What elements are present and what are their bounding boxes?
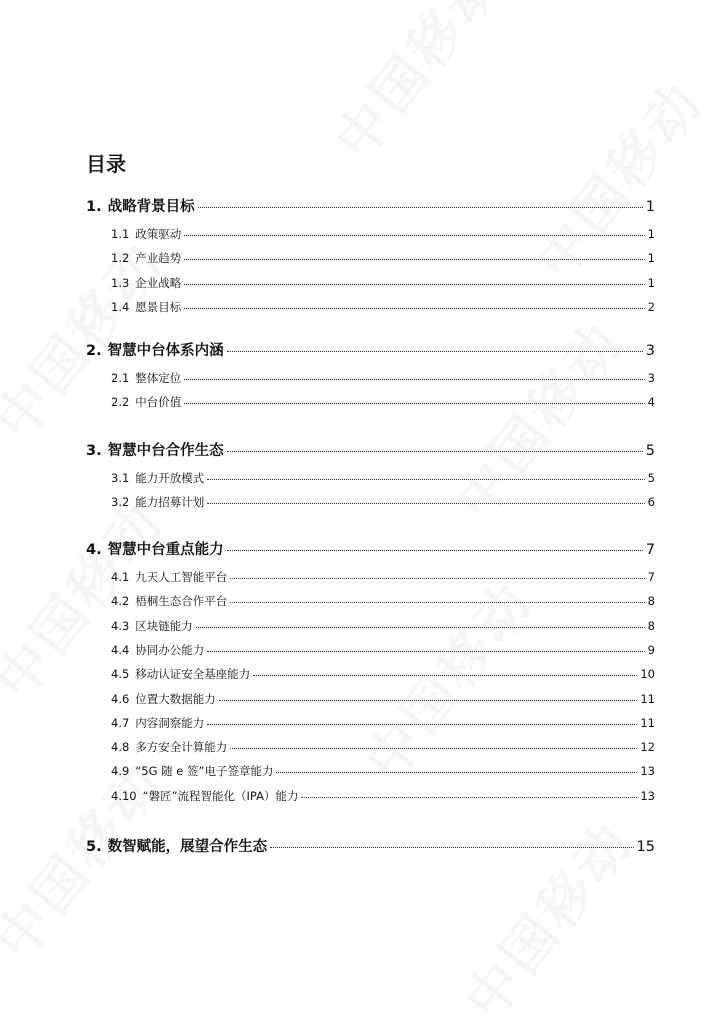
toc-subsection-title: 内容洞察能力 bbox=[135, 715, 205, 730]
toc-subsection-number: 4.7 bbox=[111, 715, 130, 730]
toc-leader-dots bbox=[227, 351, 643, 352]
toc-leader-dots bbox=[207, 503, 644, 504]
toc-page-number: 13 bbox=[640, 788, 655, 803]
toc-page-number: 6 bbox=[647, 495, 655, 510]
toc-subsection-title: 产业趋势 bbox=[135, 251, 182, 266]
toc-leader-dots bbox=[184, 284, 644, 285]
toc-page-number: 10 bbox=[640, 667, 655, 682]
toc-subsection-title: “5G 随 e 签”电子签章能力 bbox=[135, 764, 274, 779]
toc-page-number: 5 bbox=[647, 471, 655, 485]
toc-section-title: 智慧中台合作生态 bbox=[107, 443, 224, 459]
toc-page-number: 15 bbox=[636, 839, 655, 855]
toc-section-number: 3. bbox=[86, 443, 102, 459]
toc-subsection-2-1[interactable] bbox=[111, 373, 655, 385]
toc-subsection-number: 4.10 bbox=[111, 788, 137, 803]
toc-leader-dots bbox=[207, 724, 637, 725]
toc-leader-dots bbox=[227, 451, 643, 452]
toc-subsection-number: 4.2 bbox=[111, 594, 130, 609]
toc-subsection-title: 能力开放模式 bbox=[135, 471, 205, 485]
toc-subsection-title: 移动认证安全基座能力 bbox=[135, 667, 251, 682]
toc-leader-dots bbox=[184, 379, 644, 380]
toc-page-number: 11 bbox=[640, 691, 655, 706]
toc-section-title: 智慧中台重点能力 bbox=[107, 542, 224, 558]
toc-subsection-title: “磐匠”流程智能化（IPA）能力 bbox=[142, 788, 299, 803]
toc-subsection-number: 4.1 bbox=[111, 570, 130, 584]
toc-subsection-title: 愿景目标 bbox=[135, 299, 182, 314]
toc-section-title: 数智赋能，展望合作生态 bbox=[107, 839, 268, 855]
toc-subsection-2-2[interactable] bbox=[111, 397, 655, 409]
toc-subsection-number: 1.2 bbox=[111, 251, 130, 266]
toc-subsection-number: 4.6 bbox=[111, 691, 130, 706]
toc-leader-dots bbox=[230, 602, 644, 603]
toc-subsection-1-2[interactable] bbox=[111, 253, 655, 265]
toc-section-4[interactable] bbox=[86, 543, 655, 558]
toc-leader-dots bbox=[207, 651, 644, 652]
toc-leader-dots bbox=[301, 797, 637, 798]
toc-leader-dots bbox=[184, 403, 644, 404]
toc-leader-dots bbox=[253, 675, 637, 676]
toc-leader-dots bbox=[196, 627, 645, 628]
toc-subsection-4-4[interactable] bbox=[111, 642, 655, 657]
toc-subsection-4-1[interactable] bbox=[111, 572, 655, 584]
toc-page-number: 1 bbox=[647, 227, 655, 241]
toc-subsection-title: 九天人工智能平台 bbox=[135, 570, 228, 584]
toc-subsection-title: 多方安全计算能力 bbox=[135, 740, 228, 755]
toc-subsection-4-6[interactable] bbox=[111, 691, 655, 706]
toc-leader-dots bbox=[227, 550, 643, 551]
toc-page-number: 1 bbox=[647, 275, 655, 290]
toc-subsection-number: 1.3 bbox=[111, 275, 130, 290]
toc-subsection-title: 梧桐生态合作平台 bbox=[135, 594, 228, 609]
toc-subsection-number: 1.1 bbox=[111, 227, 130, 241]
toc-leader-dots bbox=[270, 847, 633, 848]
toc-subsection-4-10[interactable] bbox=[111, 788, 655, 803]
toc-subsection-title: 整体定位 bbox=[135, 371, 182, 385]
toc-subsection-number: 3.2 bbox=[111, 495, 130, 510]
toc-section-title: 智慧中台体系内涵 bbox=[107, 343, 224, 359]
toc-leader-dots bbox=[184, 235, 644, 236]
toc-section-1[interactable] bbox=[86, 200, 655, 215]
toc-subsection-number: 4.4 bbox=[111, 642, 130, 657]
toc-leader-dots bbox=[276, 772, 637, 773]
toc-leader-dots bbox=[184, 259, 644, 260]
toc-page-number: 9 bbox=[647, 642, 655, 657]
toc-leader-dots bbox=[198, 207, 643, 208]
toc-subsection-number: 4.3 bbox=[111, 618, 130, 633]
toc-subsection-1-1[interactable] bbox=[111, 229, 655, 241]
toc-subsection-4-8[interactable] bbox=[111, 742, 655, 754]
toc-subsection-number: 4.5 bbox=[111, 667, 130, 682]
toc-leader-dots bbox=[230, 578, 644, 579]
toc-leader-dots bbox=[184, 308, 644, 309]
toc-subsection-number: 4.8 bbox=[111, 740, 130, 755]
toc-page-number: 11 bbox=[640, 715, 655, 730]
toc-subsection-title: 区块链能力 bbox=[135, 618, 193, 633]
toc-page-number: 3 bbox=[645, 343, 655, 359]
toc-page-number: 2 bbox=[647, 299, 655, 314]
toc-page-number: 1 bbox=[645, 199, 655, 215]
toc-subsection-1-3[interactable] bbox=[111, 275, 655, 290]
toc-section-number: 5. bbox=[86, 839, 102, 855]
toc-subsection-4-5[interactable] bbox=[111, 669, 655, 681]
toc-leader-dots bbox=[207, 479, 644, 480]
toc-page-number: 7 bbox=[647, 570, 655, 584]
toc-subsection-number: 4.9 bbox=[111, 764, 130, 779]
toc-section-title: 战略背景目标 bbox=[107, 199, 195, 215]
toc-page-number: 1 bbox=[647, 251, 655, 266]
toc-subsection-3-1[interactable] bbox=[111, 473, 655, 485]
toc-page-number: 3 bbox=[647, 371, 655, 385]
toc-subsection-4-3[interactable] bbox=[111, 618, 655, 633]
toc-title: 目录 bbox=[86, 152, 126, 176]
toc-subsection-title: 协同办公能力 bbox=[135, 642, 205, 657]
toc-subsection-4-7[interactable] bbox=[111, 715, 655, 730]
toc-page-number: 8 bbox=[647, 594, 655, 609]
toc-subsection-title: 中台价值 bbox=[135, 395, 182, 410]
toc-page-number: 4 bbox=[647, 395, 655, 410]
toc-subsection-title: 能力招募计划 bbox=[135, 495, 205, 510]
toc-subsection-title: 位置大数据能力 bbox=[135, 691, 216, 706]
toc-subsection-number: 1.4 bbox=[111, 299, 130, 314]
toc-page-number: 8 bbox=[647, 618, 655, 633]
toc-section-2[interactable] bbox=[86, 344, 655, 359]
toc-page-number: 7 bbox=[645, 542, 655, 558]
toc-section-number: 4. bbox=[86, 542, 102, 558]
toc-subsection-3-2[interactable] bbox=[111, 497, 655, 509]
toc-subsection-4-2[interactable] bbox=[111, 596, 655, 608]
toc-section-number: 1. bbox=[86, 199, 102, 215]
toc-subsection-number: 2.2 bbox=[111, 395, 130, 410]
toc-subsection-number: 3.1 bbox=[111, 471, 130, 485]
toc-subsection-title: 企业战略 bbox=[135, 275, 182, 290]
toc-subsection-number: 2.1 bbox=[111, 371, 130, 385]
toc-section-number: 2. bbox=[86, 343, 102, 359]
toc-page-number: 12 bbox=[640, 740, 655, 755]
toc-subsection-title: 政策驱动 bbox=[135, 227, 182, 241]
toc-subsection-4-9[interactable] bbox=[111, 766, 655, 778]
toc-section-3[interactable] bbox=[86, 444, 655, 459]
toc-leader-dots bbox=[219, 700, 638, 701]
toc-subsection-1-4[interactable] bbox=[111, 299, 655, 314]
toc-page-number: 13 bbox=[640, 764, 655, 779]
toc-section-5[interactable] bbox=[86, 840, 655, 855]
toc-leader-dots bbox=[230, 748, 637, 749]
toc-page-number: 5 bbox=[645, 443, 655, 459]
